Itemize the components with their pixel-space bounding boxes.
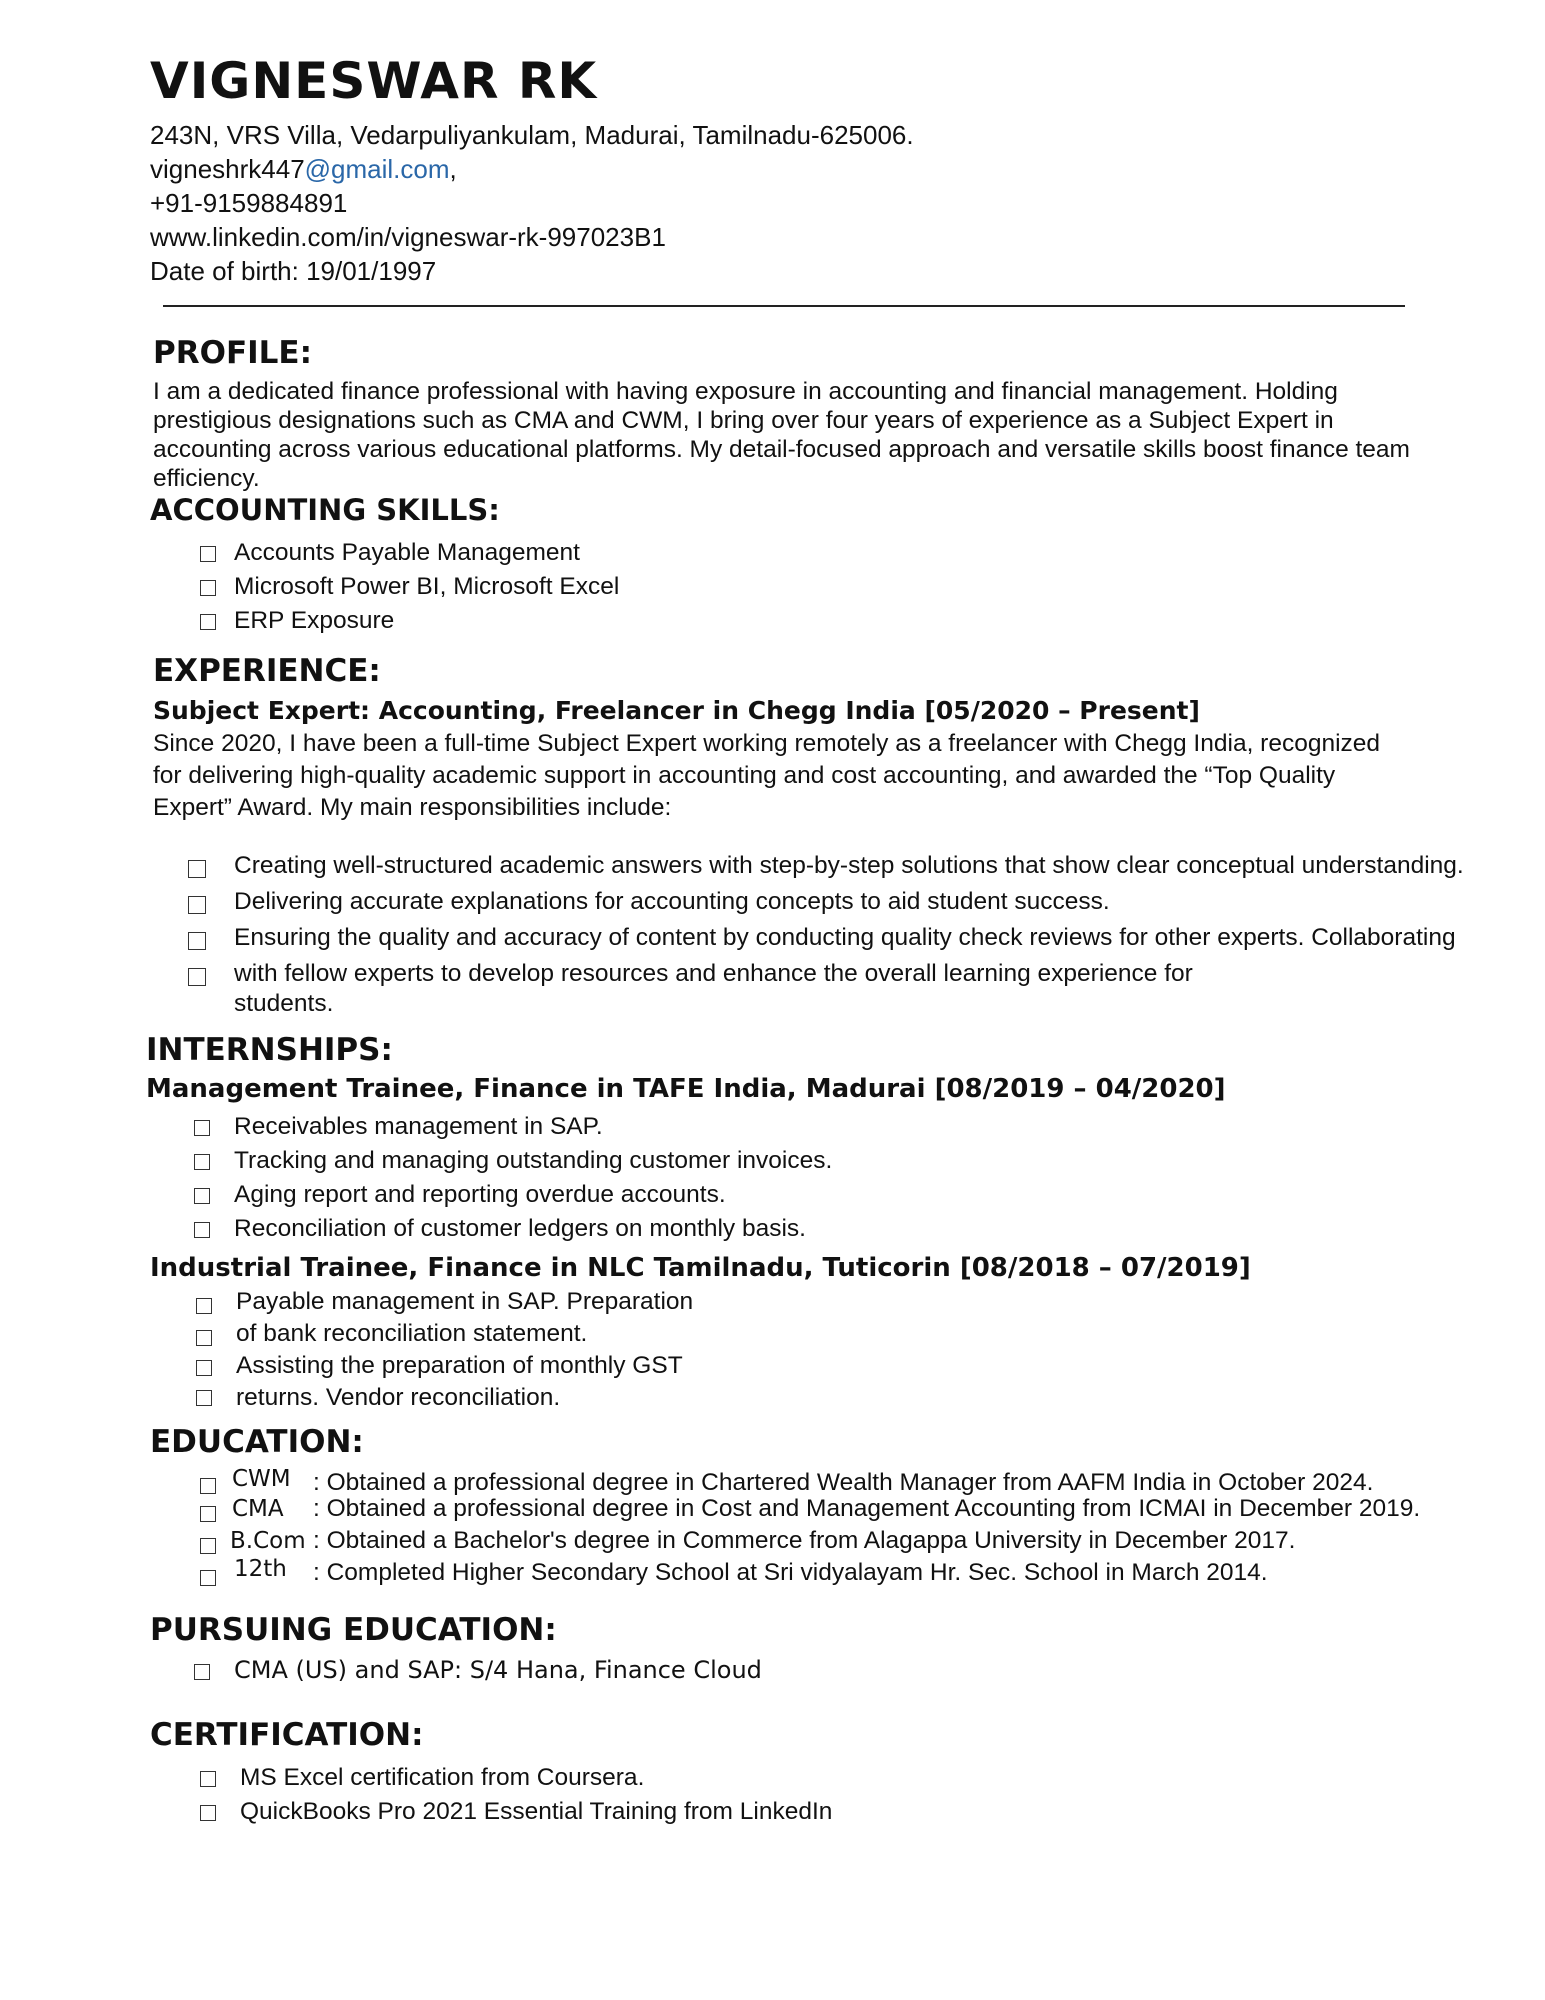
list-item: CMA (US) and SAP: S/4 Hana, Finance Cloud xyxy=(234,1656,762,1684)
list-item: Reconciliation of customer ledgers on monthly basis. xyxy=(234,1215,806,1242)
education-heading: EDUCATION: xyxy=(150,1424,364,1460)
checkbox-icon xyxy=(200,1538,216,1554)
list-item: ERP Exposure xyxy=(234,607,395,634)
checkbox-icon xyxy=(200,580,216,596)
checkbox-icon xyxy=(200,614,216,630)
checkbox-icon xyxy=(200,1771,216,1787)
profile-heading: PROFILE: xyxy=(153,335,312,371)
checkbox-icon xyxy=(200,1805,216,1821)
header-divider xyxy=(163,305,1405,307)
checkbox-icon xyxy=(200,1570,216,1586)
education-text: : Obtained a professional degree in Chartered Wealth Manager from AAFM India in October 2024. xyxy=(313,1469,1374,1496)
list-item: of bank reconciliation statement. xyxy=(236,1320,588,1347)
education-key-bcom: B.Com xyxy=(230,1528,306,1554)
internships-heading: INTERNSHIPS: xyxy=(146,1032,393,1068)
checkbox-icon xyxy=(200,1478,216,1494)
list-item: Ensuring the quality and accuracy of content by conducting quality check reviews for other experts. Collaborating xyxy=(234,924,1456,951)
linkedin-url[interactable]: www.linkedin.com/in/vigneswar-rk-997023B1 xyxy=(150,222,666,252)
email[interactable] xyxy=(150,152,457,186)
experience-line: Since 2020, I have been a full-time Subject Expert working remotely as a freelancer with Chegg India, recognized xyxy=(153,730,1381,757)
checkbox-icon xyxy=(188,860,206,878)
list-item: Receivables management in SAP. xyxy=(234,1113,603,1140)
list-item: with fellow experts to develop resources and enhance the overall learning experience for xyxy=(234,960,1193,987)
email-suffix: , xyxy=(449,154,457,184)
list-item: students. xyxy=(234,990,334,1017)
checkbox-icon xyxy=(194,1154,210,1170)
checkbox-icon xyxy=(188,968,206,986)
checkbox-icon xyxy=(200,546,216,562)
list-item: Tracking and managing outstanding customer invoices. xyxy=(234,1147,833,1174)
checkbox-icon xyxy=(196,1390,212,1406)
list-item: Accounts Payable Management xyxy=(234,539,580,566)
profile-text: I am a dedicated finance professional with having exposure in accounting and financial management. Holding prestigious designations such as CMA and CWM, I bring over four years of experience as a Subject Expert in accounting across various educational platforms. My detail-focused approach and versatile skills boost finance team efficiency. xyxy=(153,378,1410,492)
checkbox-icon xyxy=(188,932,206,950)
list-item: QuickBooks Pro 2021 Essential Training from LinkedIn xyxy=(240,1798,833,1825)
list-item: Creating well-structured academic answers with step-by-step solutions that show clear conceptual understanding. xyxy=(234,852,1464,879)
checkbox-icon xyxy=(196,1360,212,1376)
education-text: : Obtained a professional degree in Cost and Management Accounting from ICMAI in December 2019. xyxy=(313,1495,1421,1522)
list-item: Payable management in SAP. Preparation xyxy=(236,1288,694,1315)
list-item: Delivering accurate explanations for accounting concepts to aid student success. xyxy=(234,888,1110,915)
experience-heading: EXPERIENCE: xyxy=(153,653,381,689)
certification-heading: CERTIFICATION: xyxy=(150,1717,424,1753)
checkbox-icon xyxy=(194,1664,210,1680)
checkbox-icon xyxy=(194,1120,210,1136)
list-item: Assisting the preparation of monthly GST xyxy=(236,1352,683,1379)
checkbox-icon xyxy=(194,1222,210,1238)
checkbox-icon xyxy=(196,1298,212,1314)
education-text: : Obtained a Bachelor's degree in Commerce from Alagappa University in December 2017. xyxy=(313,1527,1296,1554)
checkbox-icon xyxy=(188,896,206,914)
candidate-name: VIGNESWAR RK xyxy=(150,52,598,110)
checkbox-icon xyxy=(200,1506,216,1522)
education-key-cma: CMA xyxy=(232,1496,284,1522)
education-key-12th: 12th xyxy=(234,1556,287,1582)
checkbox-icon xyxy=(194,1188,210,1204)
date-of-birth: Date of birth: 19/01/1997 xyxy=(150,256,437,286)
education-key-cwm: CWM xyxy=(232,1466,291,1492)
list-item: MS Excel certification from Coursera. xyxy=(240,1764,645,1791)
experience-role: Subject Expert: Accounting, Freelancer in Chegg India [05/2020 – Present] xyxy=(153,696,1200,725)
list-item: returns. Vendor reconciliation. xyxy=(236,1384,561,1411)
experience-line: for delivering high-quality academic support in accounting and cost accounting, and awarded the “Top Quality xyxy=(153,762,1336,789)
list-item: Aging report and reporting overdue accounts. xyxy=(234,1181,726,1208)
email-domain-link[interactable]: @gmail.com xyxy=(304,154,450,184)
pursuing-heading: PURSUING EDUCATION: xyxy=(150,1612,557,1648)
internship-role-nlc: Industrial Trainee, Finance in NLC Tamilnadu, Tuticorin [08/2018 – 07/2019] xyxy=(150,1253,1251,1283)
email-user: vigneshrk447 xyxy=(150,154,305,184)
education-text: : Completed Higher Secondary School at Sri vidyalayam Hr. Sec. School in March 2014. xyxy=(313,1559,1268,1586)
phone: +91-9159884891 xyxy=(150,188,348,218)
address: 243N, VRS Villa, Vedarpuliyankulam, Madurai, Tamilnadu-625006. xyxy=(150,120,914,150)
list-item: Microsoft Power BI, Microsoft Excel xyxy=(234,573,620,600)
internship-role-tafe: Management Trainee, Finance in TAFE India, Madurai [08/2019 – 04/2020] xyxy=(146,1074,1226,1104)
experience-line: Expert” Award. My main responsibilities include: xyxy=(153,794,672,821)
checkbox-icon xyxy=(196,1330,212,1346)
skills-heading: ACCOUNTING SKILLS: xyxy=(150,493,500,527)
